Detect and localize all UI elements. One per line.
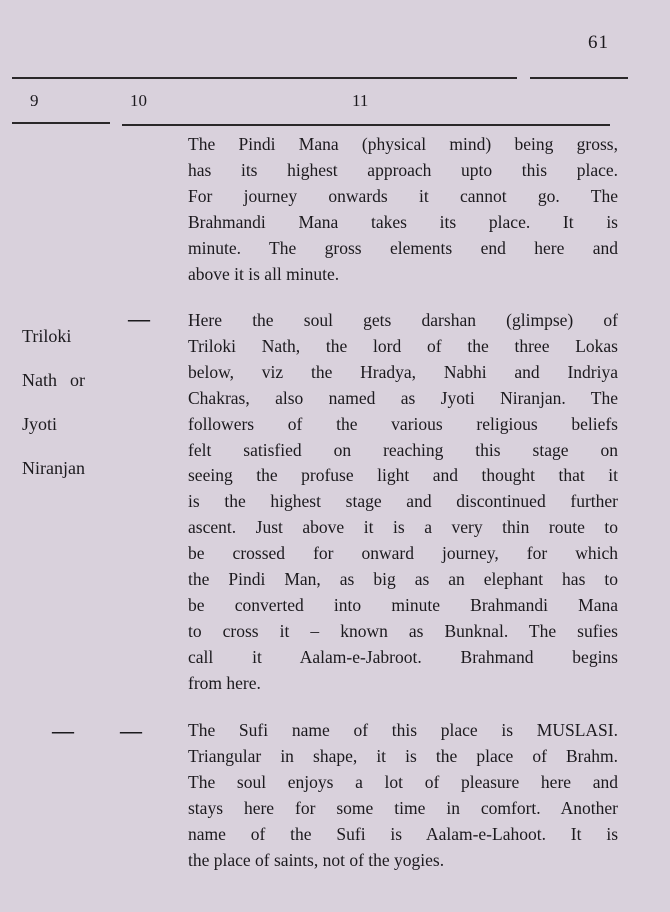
row-dash-col9: — [52, 718, 74, 743]
text-line: felt satisfied on reaching this stage on [188, 439, 618, 460]
row-dash: — [128, 306, 150, 331]
text-line: The soul enjoys a lot of pleasure here and [188, 771, 618, 792]
text-line: the Pindi Man, as big as an elephant has to [188, 569, 618, 590]
label-line: Niranjan [22, 458, 85, 478]
text-line: the place of saints, not of the yogies. [188, 849, 445, 870]
text-line: Brahmandi Mana takes its place. It is [188, 211, 618, 232]
text-line: The Sufi name of this place is MUSLASI. [188, 720, 618, 740]
text-line: above it is all minute. [188, 263, 340, 284]
text-line: from here. [188, 672, 261, 693]
column-header-11: 11 [352, 91, 369, 110]
text-line: followers of the various religious beliefs [188, 413, 618, 434]
text-line: stays here for some time in comfort. Another [188, 797, 618, 818]
text-line: call it Aalam-e-Jabroot. Brahmand begins [188, 646, 618, 667]
row-dash-col10: — [120, 718, 142, 743]
text-line: Triloki Nath, the lord of the three Lokas [188, 335, 618, 356]
text-line: name of the Sufi is Aalam-e-Lahoot. It is [188, 823, 618, 844]
table-row [188, 132, 618, 287]
label-line: Nath or [22, 370, 85, 390]
table-row [188, 308, 618, 697]
text-line: below, viz the Hradya, Nabhi and Indriya [188, 361, 618, 382]
header-bottom-rule-right [122, 124, 610, 126]
text-line: Here the soul gets darshan (glimpse) of [188, 310, 618, 330]
text-line: has its highest approach upto this place. [188, 159, 618, 180]
text-line: The Pindi Mana (physical mind) being gross, [188, 134, 618, 154]
table-row [188, 718, 618, 873]
page-number: 61 [588, 32, 609, 53]
text-line: to cross it – known as Bunknal. The sufies [188, 620, 618, 641]
column-header-10: 10 [130, 91, 147, 110]
text-line: seeing the profuse light and thought that it [188, 465, 618, 486]
text-line: minute. The gross elements end here and [188, 237, 618, 258]
column-header-9: 9 [30, 91, 39, 110]
text-line: be crossed for onward journey, for which [188, 543, 618, 564]
table-top-rule [12, 77, 517, 79]
row-label [22, 305, 85, 499]
table-top-rule-right [530, 77, 628, 79]
text-line: Chakras, also named as Jyoti Niranjan. The [188, 387, 618, 408]
text-line: Triangular in shape, it is the place of Brahm. [188, 745, 618, 766]
label-line: Triloki [22, 326, 72, 346]
header-bottom-rule [12, 122, 110, 124]
text-line: For journey onwards it cannot go. The [188, 185, 618, 206]
text-line: ascent. Just above it is a very thin route to [188, 517, 618, 538]
text-line: be converted into minute Brahmandi Mana [188, 594, 618, 615]
label-line: Jyoti [22, 414, 58, 434]
text-line: is the highest stage and discontinued further [188, 491, 618, 512]
